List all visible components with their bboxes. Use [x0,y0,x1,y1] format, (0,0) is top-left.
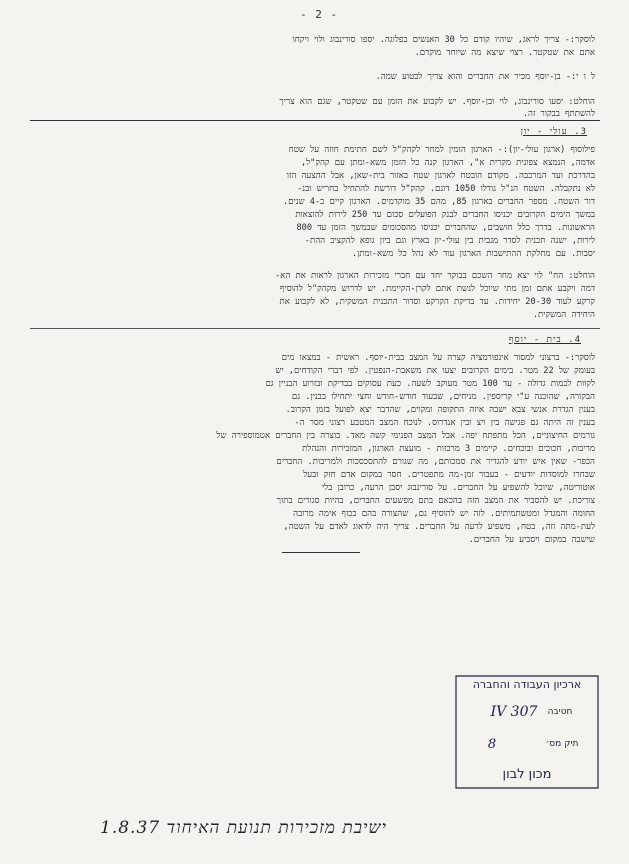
end-rule [282,552,360,553]
text-line: במשך הימים הקרובים יכניסו החברים לבנק הפועלים סכום עד 250 לירות להוצאות [295,210,595,220]
text-line: גורמים החיצוניים, הכל מתפתח יפה. אבל המצב הפנימי קשה מאד. בוצרה בין החברים אטמוספירה של [216,431,595,441]
text-line: הוחלט: יסעו סורינבוג, לוי ובן-יוסף. יש לקבוע את הזמן עם שטקטר, שגם הוא צריך [279,96,595,107]
text-line: בענין זה היתה גם פגישה בין ויצ ובין אנדרוס. לנוכח המצב המטבע רצוני מסר ה- [294,418,595,428]
section2-text [40,144,595,261]
stamp-archive-name: ארכיון העבודה והחברה [472,678,582,691]
text-line: שבחרו למוסדות יודעים - בעבור זמן-מה מתפטרים. חסר במקום אדם חזק ובעל [303,470,595,480]
text-line: בעומק של 22 מטר. בימים הקרובים יצעו את משאבת-הנפטין. לפי דברי הקודחים, יש [275,366,595,376]
text-line: הוחלט: הח" לוי יצא מחר השכם בבוקר יחד עם חברי מזכירות הארגון לראות את הא- [275,271,595,281]
text-line: בהדרכת ועד המרכבה. מקודם הובטח לארגון שטח באזור בית-שאן, אבל ההצעה הזו [286,171,595,181]
text-line: קרקע לעוד 20-30 יחידות. עד בדיקת הקרקע וסדור התכנית המשקית, לא לקבוע את [279,297,595,307]
text-line: לוסקר:- ברצוני למסור אינפורמציה קצרה על המצב בבית-יוסף. ראשית - במצאו מים [281,353,595,363]
text-line: צוריכת. יש להסביר את המצב הזה בהכאם בתם מפשעים החברים, בהיות סגורים בתוך [276,496,595,506]
text-line: להשתתף בבקור זה. [522,109,595,119]
stamp-file-number: IV 307 [490,704,538,720]
stamp-institute-name: מכון לבון [502,767,552,782]
section-divider [30,120,600,121]
text-line: לעת-מתה וזה, בטח, משפיע לרעה על החברים. צריך היה לדאוג לאדם על השטה, [283,522,595,532]
text-line: דור השטח. מספר החברים בארגון 85, מהם 35 מוקדמים. הארגון קיים כ-4 שנים. [282,197,595,207]
text-line: יסבות. עם מחלקת ההתישבות הארגון עוד לא נהל כל משא-ומתן. [351,249,595,259]
archive-stamp [452,672,602,792]
text-line: אוטוריטה, שיוכל להשפיע על החברים. על סורינבוג יסבן הרעה, כרובן בלי [321,483,595,493]
section2-decision [40,270,595,322]
text-line: הראשונות. בדרך כלל חושבים, שהחברים יכניסו מהסכומים שבמשך הזמן עד 800 [296,223,595,233]
stamp-box-label: חטיבה [547,707,573,717]
text-line: הבקורה, שהוכנה ע"י קריספין. מניחים, שבעוד חודש-חודש וחצי יתחילו בבנין. גם [291,392,595,402]
text-line: פילוסוף (ארגון עולי-יון):- הארגון הזמין למחר לקהק"ל לשם חתימת חוזה על שטח [288,145,595,155]
text-line: מריבות, חכוכים ובוכחים. קיימים 3 מרכזות - מועצת הארגון, המזכירות והנהלת [302,444,595,454]
text-line: היחידה המשקית. [532,310,595,320]
section-heading: 3. עולי - יון [520,127,587,137]
text-line: אתם את שטקטר. רצוי שיצא מה שיוחד מוקדם. [414,47,595,58]
text-line: לא נתקבלה. השטח הנ"ל גודלו 1050 דונם. קהק"ל דורשת להתחיל בחריש ובנ- [297,184,595,194]
text-line: בענין הגדרת אנשי צבא ישבה איזה התקופה ומקוים, שהדבר יצא לפועל בזמן הקרוב. [285,405,595,415]
text-line: לירות, ישנה תכנית לסדר מגבית בין עולי-יון בארץ וגם ביון גופא להקציב ההת- [304,236,595,246]
page-number: - 2 - [300,8,339,21]
section1-text [40,34,595,121]
text-line: לוסקר:- צריך לראג, שיהיו קודם כל 30 האנשים בפלוגה. יספו סורינבוג ולוי ויקחו [292,35,595,45]
section-heading: 4. בית - יוסף [508,335,581,345]
text-line: הכפר- שאין איש יודע להגדיר את סמכותם, מה שגורם להתסכסכות ולמריבות. החברים [276,457,595,467]
text-line: דמה ויקבע אתם זמן מתי שיוכל לגשת אתם לקרן-הקיימת. יש לדרוש מקהק"ל להוסיף [280,284,595,294]
stamp-file-label: תיק מס׳ [545,739,579,749]
text-line: לקוות לכמות גדולה - עד 100 מטר מעוקב לשעה. כעת עסוקים בבדיקת ובזרוע הבניין גם [265,379,595,389]
text-line: שישבה במקום ויסביע על החברים. [468,535,595,545]
handwritten-note: 1.8.37 ישיבת מזכירות תנועת האיחוד [100,818,387,838]
stamp-box-number: 8 [487,737,497,752]
section3-text [40,352,595,547]
text-line: החומה והמגדל ומטשתמיתים. לזה יש להוסיף גם, שהצורה בהם ככוף אימה מרובה [293,509,595,519]
text-line: ל ו י:- בן-יוסף מכיר את החברים והוא צריך לבטוע שמה. [375,72,595,82]
section-divider [30,328,600,329]
text-line: אדמה, הנמצא צפונית מקרית א", הארגון קנה כל הזמן משא-ומתן עם קהק"ל, [300,158,595,168]
